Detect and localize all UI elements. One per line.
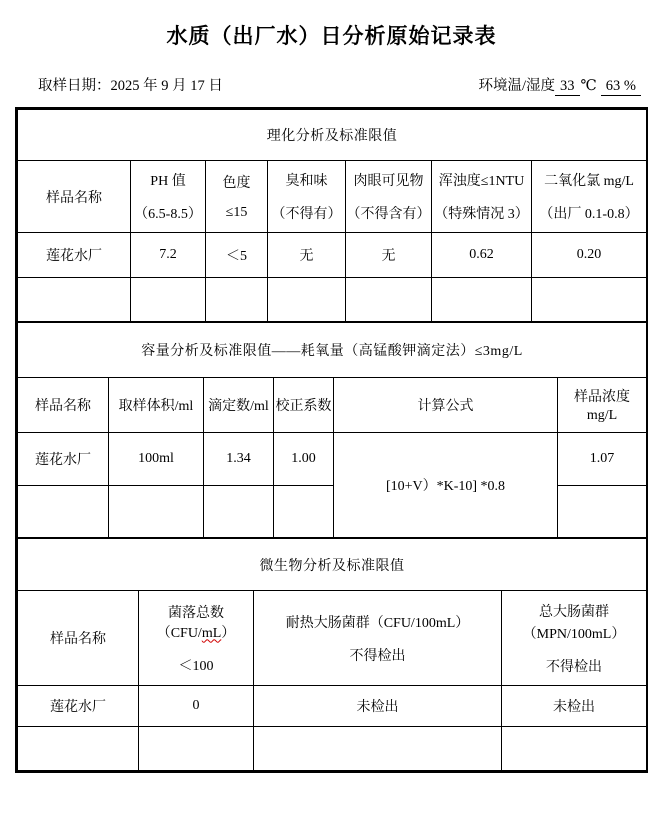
header-limit: （不得有）	[271, 207, 342, 222]
header-limit: ≤15	[225, 205, 248, 220]
cell-sample-name: 莲花水厂	[18, 433, 109, 486]
meta-row	[38, 74, 641, 95]
header-text: 菌落总数（CFU/	[156, 605, 224, 641]
empty-cell	[502, 727, 647, 771]
header-label: 色度	[222, 176, 251, 191]
cell-titration: 1.34	[204, 433, 274, 486]
col-header-turbidity	[432, 161, 532, 233]
cell-sample-volume: 100ml	[109, 433, 204, 486]
col-header-ph	[131, 161, 206, 233]
header-unit: mg/L	[586, 408, 618, 423]
header-label: 臭和味	[285, 174, 328, 189]
sample-date	[38, 74, 223, 95]
empty-cell	[274, 486, 334, 538]
col-header-titration: 滴定数/ml	[204, 378, 274, 433]
sample-date-value: 2025 年 9 月 17 日	[110, 78, 223, 94]
header-limit: （特殊情况 3）	[434, 207, 529, 222]
header-label: 二氧化氯 mg/L	[544, 174, 634, 189]
sample-date-label: 取样日期：	[38, 78, 111, 94]
physical-section-title: 理化分析及标准限值	[18, 110, 647, 161]
header-limit: 不得检出	[349, 648, 406, 664]
header-label: PH 值	[150, 174, 186, 189]
empty-cell	[346, 278, 432, 322]
col-header-odor	[268, 161, 346, 233]
empty-cell	[131, 278, 206, 322]
empty-cell	[139, 727, 254, 771]
microbial-analysis-table	[17, 538, 647, 771]
col-header-total-coliform	[502, 591, 647, 686]
empty-cell	[268, 278, 346, 322]
header-text: ）	[221, 625, 236, 641]
empty-cell	[432, 278, 532, 322]
col-header-colony-count	[139, 591, 254, 686]
cell-correction: 1.00	[274, 433, 334, 486]
col-header-chlorine-dioxide	[532, 161, 647, 233]
header-text: 总大肠菌群	[539, 604, 609, 620]
col-header-formula: 计算公式	[334, 378, 558, 433]
empty-cell	[206, 278, 268, 322]
table-row	[18, 686, 647, 727]
column-header-row	[18, 378, 647, 433]
col-header-concentration	[558, 378, 647, 433]
empty-cell	[109, 486, 204, 538]
empty-cell	[254, 727, 502, 771]
section-header-row	[18, 110, 647, 161]
empty-cell	[18, 486, 109, 538]
empty-cell	[558, 486, 647, 538]
cell-turbidity: 0.62	[432, 233, 532, 278]
header-unit: （MPN/100mL）	[522, 626, 626, 642]
col-header-visible-matter	[346, 161, 432, 233]
env-temp-humidity	[479, 74, 641, 95]
empty-cell	[532, 278, 647, 322]
cell-formula: [10+V）*K-10] *0.8	[334, 433, 558, 538]
column-header-row	[18, 591, 647, 686]
col-header-sample-name: 样品名称	[18, 378, 109, 433]
header-label: 耐热大肠菌群（CFU/100mL）	[285, 615, 470, 631]
header-label: 样品名称	[46, 190, 102, 206]
table-row	[18, 233, 647, 278]
cell-chroma: ＜5	[206, 233, 268, 278]
volumetric-section-title: 容量分析及标准限值——耗氧量（高锰酸钾滴定法）≤3mg/L	[18, 323, 647, 378]
table-row	[18, 433, 647, 486]
col-header-sample-name	[18, 161, 131, 233]
header-limit: （6.5-8.5）	[134, 207, 202, 222]
col-header-thermotolerant-coliform	[254, 591, 502, 686]
header-label: 肉眼可见物	[353, 174, 424, 189]
empty-row	[18, 278, 647, 322]
col-header-sample-name: 样品名称	[18, 591, 139, 686]
col-header-correction: 校正系数	[274, 378, 334, 433]
volumetric-analysis-table	[17, 322, 647, 538]
env-label: 环境温/湿度	[478, 78, 556, 94]
cell-chlorine-dioxide: 0.20	[532, 233, 647, 278]
col-header-sample-volume: 取样体积/ml	[109, 378, 204, 433]
section-header-row	[18, 539, 647, 591]
cell-ph: 7.2	[131, 233, 206, 278]
col-header-chroma	[206, 161, 268, 233]
header-label: 样品浓度	[574, 390, 630, 405]
cell-thermotolerant-coliform: 未检出	[254, 686, 502, 727]
physical-analysis-table	[17, 109, 647, 322]
column-header-row	[18, 161, 647, 233]
env-humidity-value: 63 %	[601, 78, 641, 96]
header-limit: （出厂 0.1-0.8）	[539, 207, 639, 222]
header-label	[139, 602, 253, 642]
cell-sample-name: 莲花水厂	[18, 233, 131, 278]
header-limit: 不得检出	[546, 659, 602, 675]
empty-row	[18, 727, 647, 771]
cell-colony-count: 0	[139, 686, 254, 727]
header-label: 浑浊度≤1NTU	[438, 174, 525, 189]
empty-cell	[204, 486, 274, 538]
record-table	[15, 107, 648, 773]
header-label	[523, 601, 626, 643]
empty-cell	[18, 727, 139, 771]
env-temp-unit: ℃	[580, 78, 597, 94]
header-text-misspell: mL	[201, 625, 222, 641]
cell-sample-name: 莲花水厂	[18, 686, 139, 727]
env-temp-value: 33	[555, 78, 580, 96]
cell-concentration: 1.07	[558, 433, 647, 486]
cell-odor: 无	[268, 233, 346, 278]
header-limit: ＜100	[178, 658, 214, 674]
section-header-row	[18, 323, 647, 378]
header-limit: （不得含有）	[346, 207, 431, 222]
cell-total-coliform: 未检出	[502, 686, 647, 727]
empty-cell	[18, 278, 131, 322]
microbial-section-title: 微生物分析及标准限值	[18, 539, 647, 591]
cell-visible-matter: 无	[346, 233, 432, 278]
page-title: 水质（出厂水）日分析原始记录表	[166, 24, 497, 48]
